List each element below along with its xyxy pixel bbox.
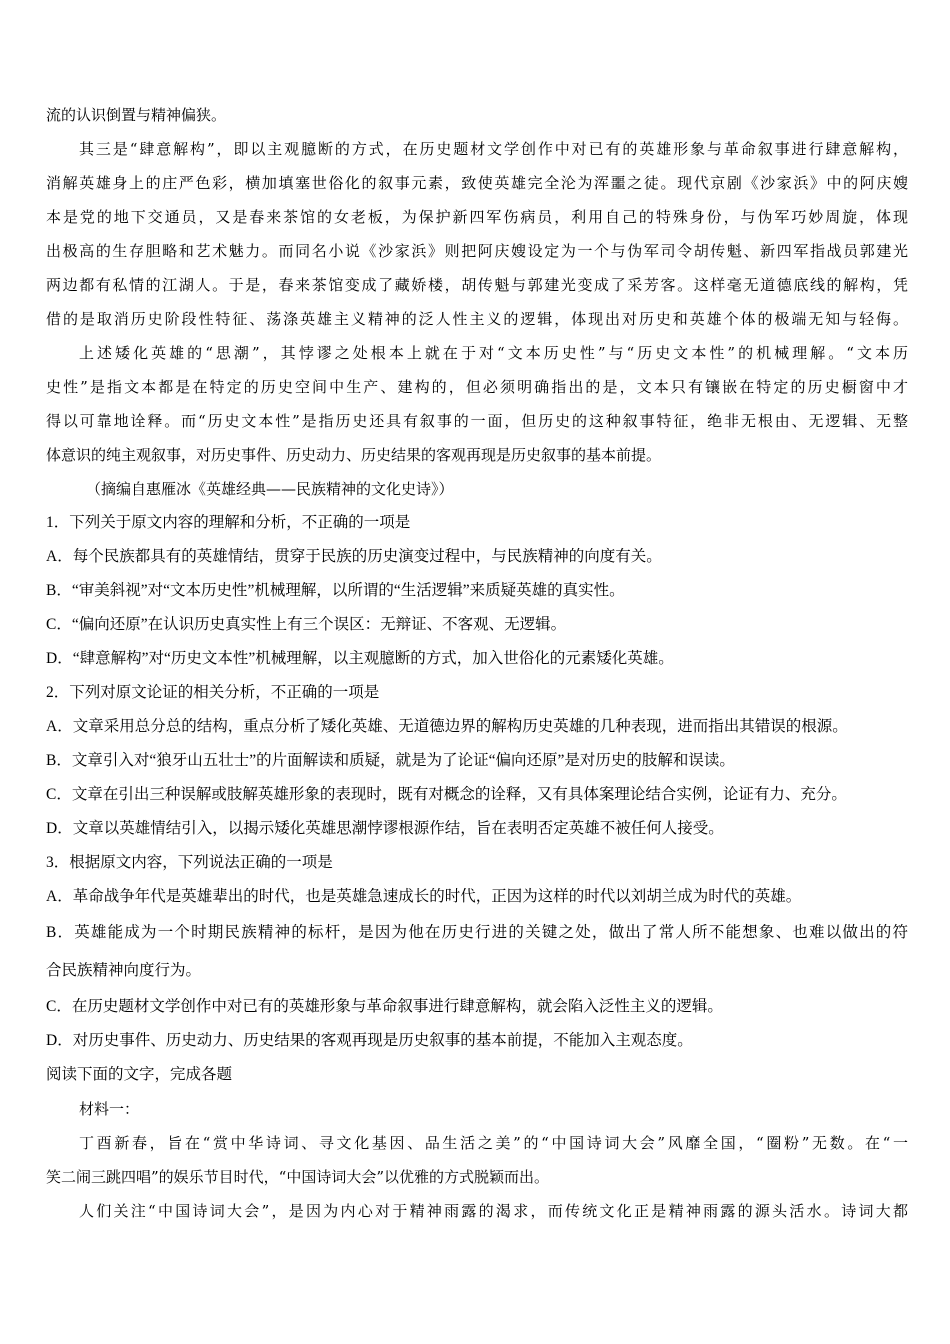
question-option: B．英雄能成为一个时期民族精神的标杆，是因为他在历史行进的关键之处，做出了常人所不能想象、也难以做出的符 [46,924,908,941]
paragraph-line: 得以可靠地诠释。而“历史文本性”是指历史还具有叙事的一面，但历史的这种叙事特征，绝非无根由、无逻辑、无整 [46,412,908,430]
material-label: 材料一： [79,1100,140,1118]
question-stem: 2．下列对原文论证的相关分析，不正确的一项是 [46,684,380,701]
question-option: D．对历史事件、历史动力、历史结果的客观再现是历史叙事的基本前提，不能加入主观态度。 [46,1032,693,1049]
question-option: A．文章采用总分总的结构，重点分析了矮化英雄、无道德边界的解构历史英雄的几种表现，进而指出其错误的根源。 [46,718,848,735]
paragraph-line: 消解英雄身上的庄严色彩，横加填塞世俗化的叙事元素，致使英雄完全沦为浑噩之徒。现代京剧《沙家浜》中的阿庆嫂 [46,174,908,192]
question-option: B．“审美斜视”对“文本历史性”机械理解，以所谓的“生活逻辑”来质疑英雄的真实性。 [46,582,625,599]
question-option: A．革命战争年代是英雄辈出的时代，也是英雄急速成长的时代，正因为这样的时代以刘胡兰成为时代的英雄。 [46,888,802,905]
question-option-continued: 合民族精神向度行为。 [46,962,202,979]
paragraph-line: 丁酉新春，旨在“赏中华诗词、寻文化基因、品生活之美”的“中国诗词大会”风靡全国，“圈粉”无数。在“一 [79,1134,908,1152]
question-option: D．“肆意解构”对“历史文本性”机械理解，以主观臆断的方式，加入世俗化的元素矮化英雄。 [46,650,674,667]
paragraph-line: 流的认识倒置与精神偏狭。 [46,106,227,124]
question-stem: 3．根据原文内容，下列说法正确的一项是 [46,854,333,871]
paragraph-line: 上述矮化英雄的“思潮”，其悖谬之处根本上就在于对“文本历史性”与“历史文本性”的机械理解。“文本历 [79,344,908,362]
question-option: C．“偏向还原”在认识历史真实性上有三个误区：无辩证、不客观、无逻辑。 [46,616,567,633]
source-citation: （摘编自惠雁冰《英雄经典——民族精神的文化史诗》） [86,480,454,498]
paragraph-line: 人们关注“中国诗词大会”，是因为内心对于精神雨露的渴求，而传统文化正是精神雨露的源头活水。诗词大都 [79,1202,908,1220]
question-option: A．每个民族都具有的英雄情结，贯穿于民族的历史演变过程中，与民族精神的向度有关。 [46,548,662,565]
paragraph-line: 其三是“肆意解构”，即以主观臆断的方式，在历史题材文学创作中对已有的英雄形象与革命叙事进行肆意解构， [79,140,908,158]
paragraph-line: 两边都有私情的江湖人。于是，春来茶馆变成了藏娇楼，胡传魁与郭建光变成了采芳客。这样毫无道德底线的解构，凭 [46,276,908,294]
paragraph-line: 本是党的地下交通员，又是春来茶馆的女老板，为保护新四军伤病员，利用自己的特殊身份，与伪军巧妙周旋，体现 [46,208,908,226]
paragraph-line: 出极高的生存胆略和艺术魅力。而同名小说《沙家浜》则把阿庆嫂设定为一个与伪军司令胡传魁、新四军指战员郭建光 [46,242,908,260]
document-body [46,98,908,1228]
paragraph-line: 笑二闹三跳四唱”的娱乐节目时代，“中国诗词大会”以优雅的方式脱颖而出。 [46,1168,550,1186]
paragraph-line: 史性”是指文本都是在特定的历史空间中生产、建构的，但必须明确指出的是，文本只有镶嵌在特定的历史橱窗中才 [46,378,908,396]
section-instruction: 阅读下面的文字，完成各题 [46,1066,233,1083]
paragraph-line: 体意识的纯主观叙事，对历史事件、历史动力、历史结果的客观再现是历史叙事的基本前提。 [46,446,662,464]
question-option: C．文章在引出三种误解或肢解英雄形象的表现时，既有对概念的诠释，又有具体案理论结合实例，论证有力、充分。 [46,786,847,803]
paragraph-line: 借的是取消历史阶段性特征、荡涤英雄主义精神的泛人性主义的逻辑，体现出对历史和英雄个体的极端无知与轻侮。 [46,310,908,328]
question-stem: 1．下列关于原文内容的理解和分析，不正确的一项是 [46,514,411,531]
question-option: B．文章引入对“狼牙山五壮士”的片面解读和质疑，就是为了论证“偏向还原”是对历史的肢解和误读。 [46,752,735,769]
question-option: C．在历史题材文学创作中对已有的英雄形象与革命叙事进行肆意解构，就会陷入泛性主义的逻辑。 [46,998,723,1015]
question-option: D．文章以英雄情结引入，以揭示矮化英雄思潮悖谬根源作结，旨在表明否定英雄不被任何人接受。 [46,820,724,837]
